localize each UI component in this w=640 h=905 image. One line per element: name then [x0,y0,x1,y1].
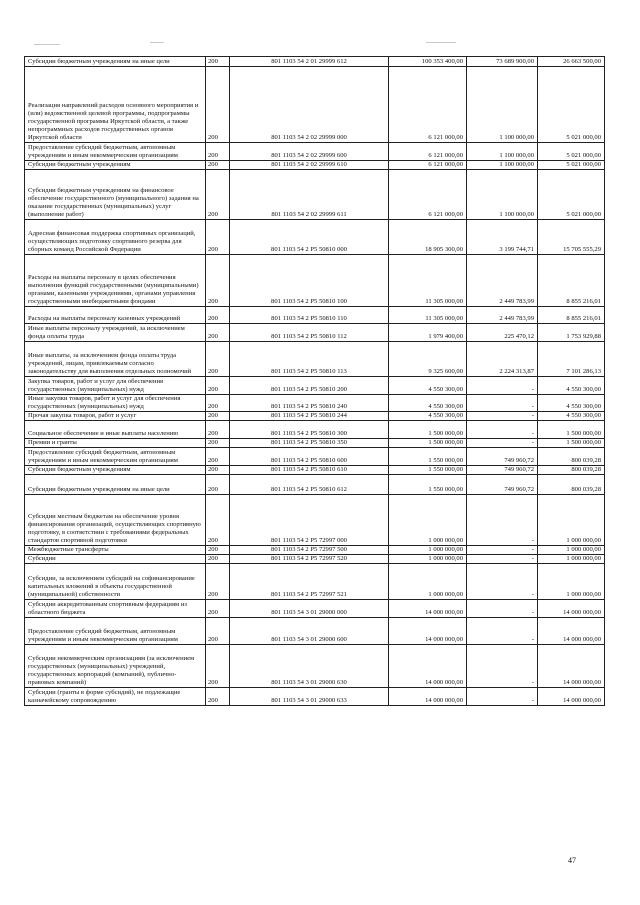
table-cell-remaining: 800 039,28 [538,475,605,495]
table-cell-executed: 225 470,12 [467,324,538,342]
table-cell-kbk: 801 1103 54 2 P5 50810 000 [230,220,389,255]
table-cell-kbk: 801 1103 54 2 P5 72997 520 [230,555,389,564]
table-cell-remaining: 1 753 929,88 [538,324,605,342]
table-cell-executed: 1 100 000,00 [467,161,538,170]
table-cell-kbk: 801 1103 54 2 P5 50810 110 [230,307,389,324]
table-cell-kbk: 801 1103 54 2 P5 50810 300 [230,421,389,439]
table-cell-code: 200 [206,220,230,255]
table-row [25,255,605,307]
table-cell-remaining: 14 000 000,00 [538,618,605,645]
table-cell-plan: 14 000 000,00 [389,645,467,688]
table-cell-name: Премии и гранты [25,439,206,448]
table-cell-remaining: 5 021 000,00 [538,67,605,143]
table-cell-executed: 2 449 783,99 [467,307,538,324]
table-cell-remaining: 14 000 000,00 [538,600,605,618]
table-cell-kbk: 801 1103 54 2 P5 50810 100 [230,255,389,307]
table-cell-name: Реализация направлений расходов основного мероприятия и (или) ведомственной целевой программы, подпрограммы государственной программы Иркутской области, а также непрограммных расходов государственных органов Иркутской области [25,67,206,143]
table-cell-name: Предоставление субсидий бюджетным, автономным учреждениям и иным некоммерческим организациям [25,143,206,161]
table-cell-plan: 1 000 000,00 [389,555,467,564]
table-cell-code: 200 [206,466,230,475]
table-cell-name: Субсидии аккредитованным спортивным федерациям из областного бюджета [25,600,206,618]
table-cell-executed: - [467,645,538,688]
table-cell-kbk: 801 1103 54 3 01 29000 633 [230,688,389,706]
table-cell-kbk: 801 1103 54 2 02 29999 000 [230,67,389,143]
table-cell-code: 200 [206,412,230,421]
table-cell-plan: 14 000 000,00 [389,618,467,645]
table-row [25,342,605,377]
table-cell-executed: - [467,439,538,448]
table-cell-code: 200 [206,618,230,645]
table-cell-plan: 1 000 000,00 [389,546,467,555]
table-cell-plan: 4 550 300,00 [389,395,467,412]
table-cell-code: 200 [206,67,230,143]
table-row [25,448,605,466]
table-cell-name: Субсидии некоммерческим организациям (за исключением государственных (муниципальных) учреждений, государственных корпораций (компаний), публично-правовых компаний) [25,645,206,688]
table-cell-remaining: 14 000 000,00 [538,688,605,706]
table-row [25,475,605,495]
table-cell-kbk: 801 1103 54 2 P5 50810 240 [230,395,389,412]
table-cell-plan: 4 550 300,00 [389,377,467,395]
table-cell-code: 200 [206,688,230,706]
table-row [25,377,605,395]
table-cell-remaining: 8 855 216,01 [538,255,605,307]
table-cell-executed: - [467,421,538,439]
table-row [25,170,605,220]
table-cell-plan: 1 550 000,00 [389,475,467,495]
table-cell-name: Субсидии местным бюджетам на обеспечение уровня финансирования организаций, осуществляющих спортивную подготовку, в соответствии с требованиями федеральных стандартов спортивной подготовки [25,495,206,546]
table-cell-kbk: 801 1103 54 2 02 29999 610 [230,161,389,170]
table-cell-code: 200 [206,342,230,377]
table-cell-executed: 749 960,72 [467,466,538,475]
table-cell-kbk: 801 1103 54 2 P5 50810 600 [230,448,389,466]
table-cell-name: Субсидии бюджетным учреждениям на иные цели [25,475,206,495]
table-cell-remaining: 14 000 000,00 [538,645,605,688]
table-row [25,307,605,324]
table-row [25,618,605,645]
table-cell-name: Социальное обеспечение и иные выплаты населению [25,421,206,439]
table-cell-remaining: 1 000 000,00 [538,495,605,546]
table-cell-kbk: 801 1103 54 2 P5 72997 521 [230,564,389,600]
table-cell-plan: 4 550 300,00 [389,412,467,421]
table-cell-code: 200 [206,395,230,412]
table-row [25,564,605,600]
table-row [25,324,605,342]
table-cell-name: Адресная финансовая поддержка спортивных организаций, осуществляющих подготовку спортивного резерва для сборных команд Российской Федерации [25,220,206,255]
table-row [25,220,605,255]
table-cell-executed: 1 100 000,00 [467,67,538,143]
table-cell-plan: 11 305 000,00 [389,255,467,307]
table-cell-executed: 749 960,72 [467,475,538,495]
table-cell-remaining: 26 663 500,00 [538,57,605,67]
table-cell-plan: 9 325 600,00 [389,342,467,377]
table-cell-remaining: 800 039,28 [538,466,605,475]
table-cell-name: Иные выплаты, за исключением фонда оплаты труда учреждений, лицам, привлекаемым согласно законодательству для выполнения отдельных полномочий [25,342,206,377]
table-cell-kbk: 801 1103 54 2 P5 50810 350 [230,439,389,448]
table-row [25,555,605,564]
table-row [25,466,605,475]
table-cell-remaining: 15 705 555,29 [538,220,605,255]
table-cell-kbk: 801 1103 54 2 P5 50810 200 [230,377,389,395]
table-cell-executed: 1 100 000,00 [467,170,538,220]
table-cell-kbk: 801 1103 54 2 P5 72997 000 [230,495,389,546]
table-cell-remaining: 5 021 000,00 [538,143,605,161]
table-cell-code: 200 [206,495,230,546]
table-cell-name: Субсидии бюджетным учреждениям [25,466,206,475]
table-cell-executed: - [467,618,538,645]
table-cell-plan: 1 000 000,00 [389,495,467,546]
table-cell-remaining: 1 000 000,00 [538,564,605,600]
table-cell-name: Субсидии бюджетным учреждениям на иные цели [25,57,206,67]
table-cell-remaining: 5 021 000,00 [538,170,605,220]
table-cell-name: Субсидии [25,555,206,564]
table-cell-code: 200 [206,421,230,439]
table-cell-code: 200 [206,324,230,342]
table-row [25,645,605,688]
table-cell-name: Субсидии (гранты в форме субсидий), не подлежащие казначейскому сопровождению [25,688,206,706]
table-cell-code: 200 [206,143,230,161]
table-cell-name: Иные выплаты персоналу учреждений, за исключением фонда оплаты труда [25,324,206,342]
table-cell-plan: 18 905 300,00 [389,220,467,255]
table-cell-remaining: 4 550 300,00 [538,412,605,421]
table-cell-remaining: 8 855 216,01 [538,307,605,324]
table-cell-name: Расходы на выплаты персоналу казенных учреждений [25,307,206,324]
table-cell-code: 200 [206,564,230,600]
table-cell-plan: 14 000 000,00 [389,600,467,618]
table-cell-executed: 73 689 900,00 [467,57,538,67]
table-cell-executed: - [467,564,538,600]
table-cell-code: 200 [206,255,230,307]
table-cell-name: Межбюджетные трансферты [25,546,206,555]
table-cell-code: 200 [206,161,230,170]
table-cell-executed: 1 100 000,00 [467,143,538,161]
table-cell-code: 200 [206,475,230,495]
table-cell-kbk: 801 1103 54 2 P5 50810 244 [230,412,389,421]
table-cell-code: 200 [206,307,230,324]
table-cell-name: Субсидии бюджетным учреждениям на финансовое обеспечение государственного (муниципального) задания на оказание государственных (муниципальных) услуг (выполнение работ) [25,170,206,220]
table-cell-plan: 1 500 000,00 [389,439,467,448]
table-cell-kbk: 801 1103 54 3 01 29000 630 [230,645,389,688]
table-cell-executed: - [467,412,538,421]
table-body [25,57,605,706]
table-cell-executed: 3 199 744,71 [467,220,538,255]
table-row [25,57,605,67]
table-cell-plan: 6 121 000,00 [389,161,467,170]
table-row [25,546,605,555]
table-cell-name: Предоставление субсидий бюджетным, автономным учреждениям и иным некоммерческим организациям [25,618,206,645]
table-cell-kbk: 801 1103 54 2 02 29999 600 [230,143,389,161]
table-cell-plan: 1 979 400,00 [389,324,467,342]
table-cell-code: 200 [206,555,230,564]
table-cell-remaining: 1 500 000,00 [538,439,605,448]
table-cell-kbk: 801 1103 54 2 P5 50810 113 [230,342,389,377]
table-cell-plan: 100 353 400,00 [389,57,467,67]
table-cell-name: Закупка товаров, работ и услуг для обеспечения государственных (муниципальных) нужд [25,377,206,395]
table-cell-name: Иные закупки товаров, работ и услуг для обеспечения государственных (муниципальных) нужд [25,395,206,412]
table-cell-remaining: 5 021 000,00 [538,161,605,170]
table-row [25,688,605,706]
table-cell-code: 200 [206,600,230,618]
table-row [25,67,605,143]
table-row [25,495,605,546]
table-cell-kbk: 801 1103 54 2 02 29999 611 [230,170,389,220]
table-cell-name: Субсидии, за исключением субсидий на софинансирование капитальных вложений в объекты государственной (муниципальной) собственности [25,564,206,600]
table-cell-code: 200 [206,170,230,220]
table-cell-remaining: 800 039,28 [538,448,605,466]
table-cell-kbk: 801 1103 54 3 01 29000 600 [230,618,389,645]
table-cell-executed: 2 224 313,87 [467,342,538,377]
table-cell-plan: 11 305 000,00 [389,307,467,324]
table-cell-code: 200 [206,57,230,67]
table-cell-remaining: 4 550 300,00 [538,377,605,395]
table-cell-executed: - [467,546,538,555]
table-cell-plan: 1 000 000,00 [389,564,467,600]
table-cell-name: Предоставление субсидий бюджетным, автономным учреждениям и иным некоммерческим организациям [25,448,206,466]
table-cell-plan: 1 500 000,00 [389,421,467,439]
table-cell-remaining: 7 101 286,13 [538,342,605,377]
table-cell-kbk: 801 1103 54 2 P5 50810 612 [230,475,389,495]
page-number: 47 [568,856,576,865]
budget-table-sheet [24,56,604,706]
table-cell-executed: - [467,600,538,618]
table-cell-remaining: 1 000 000,00 [538,555,605,564]
table-cell-name: Расходы на выплаты персоналу в целях обеспечения выполнения функций государственными (муниципальными) органами, казенными учреждениями, органами управления государственными внебюджетными фондами [25,255,206,307]
table-row [25,439,605,448]
table-cell-remaining: 1 000 000,00 [538,546,605,555]
table-cell-executed: - [467,377,538,395]
table-cell-plan: 6 121 000,00 [389,143,467,161]
table-cell-code: 200 [206,377,230,395]
table-row [25,600,605,618]
table-cell-plan: 6 121 000,00 [389,170,467,220]
table-cell-plan: 6 121 000,00 [389,67,467,143]
table-cell-executed: - [467,555,538,564]
table-cell-name: Субсидии бюджетным учреждениям [25,161,206,170]
table-cell-kbk: 801 1103 54 2 P5 50810 112 [230,324,389,342]
table-cell-executed: - [467,688,538,706]
table-cell-plan: 1 550 000,00 [389,466,467,475]
table-cell-remaining: 4 550 300,00 [538,395,605,412]
table-row [25,161,605,170]
table-cell-kbk: 801 1103 54 2 P5 50810 610 [230,466,389,475]
table-cell-code: 200 [206,448,230,466]
budget-execution-table [24,56,605,706]
table-cell-code: 200 [206,645,230,688]
table-row [25,395,605,412]
table-cell-kbk: 801 1103 54 3 01 29000 000 [230,600,389,618]
table-cell-executed: - [467,495,538,546]
table-cell-name: Прочая закупка товаров, работ и услуг [25,412,206,421]
table-cell-kbk: 801 1103 54 2 01 29999 612 [230,57,389,67]
table-cell-plan: 1 550 000,00 [389,448,467,466]
table-cell-plan: 14 000 000,00 [389,688,467,706]
table-row [25,143,605,161]
table-cell-executed: - [467,395,538,412]
table-cell-code: 200 [206,546,230,555]
table-cell-kbk: 801 1103 54 2 P5 72997 500 [230,546,389,555]
table-cell-remaining: 1 500 000,00 [538,421,605,439]
table-cell-executed: 749 960,72 [467,448,538,466]
table-cell-executed: 2 449 783,99 [467,255,538,307]
table-row [25,421,605,439]
table-row [25,412,605,421]
table-cell-code: 200 [206,439,230,448]
